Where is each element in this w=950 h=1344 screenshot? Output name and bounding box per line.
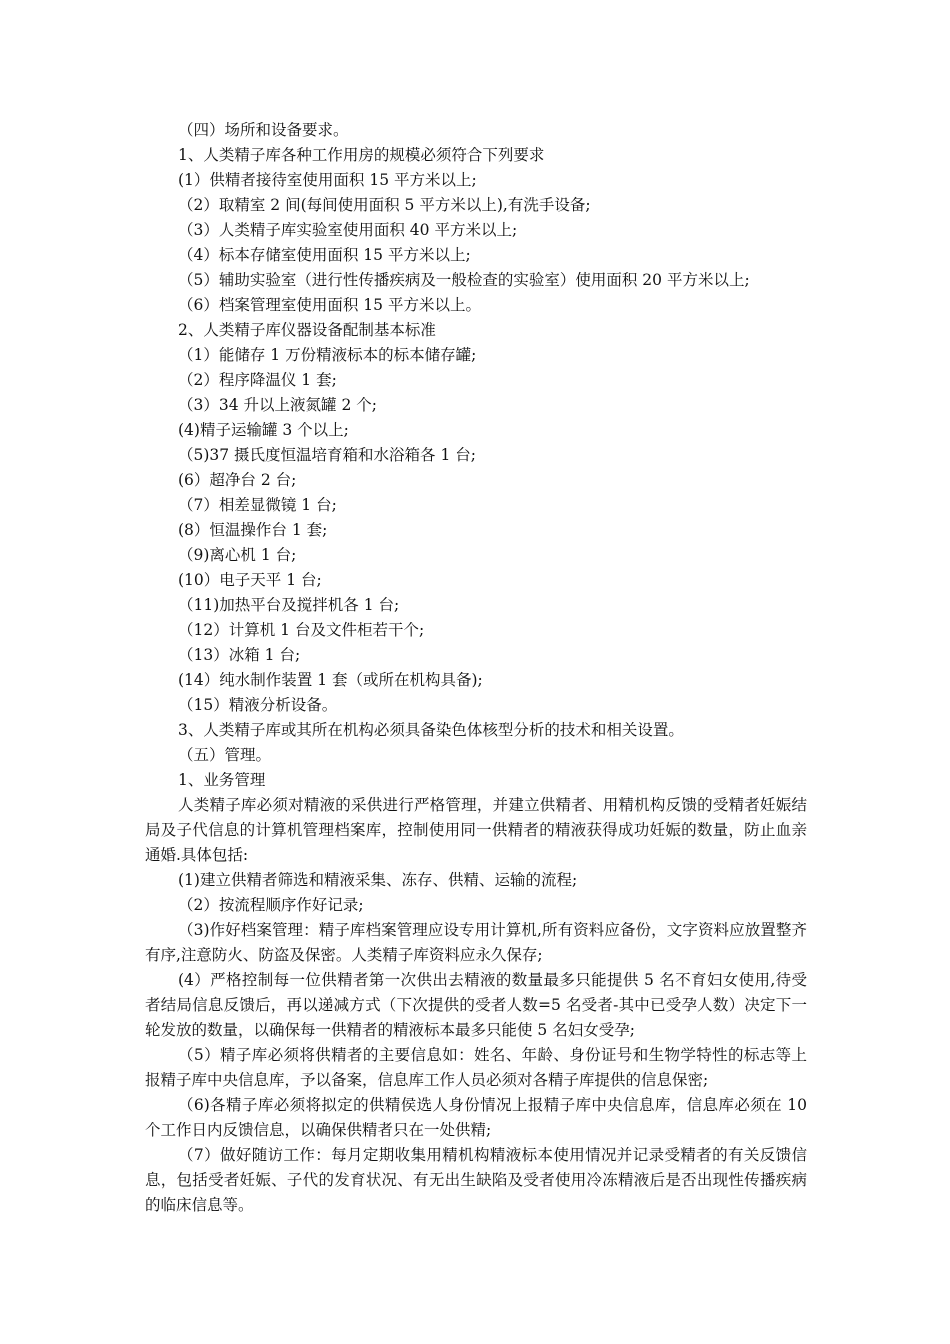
- text-line: 2、人类精子库仪器设备配制基本标准: [178, 321, 436, 339]
- paragraph: （7）做好随访工作：每月定期收集用精机构精液标本使用情况并记录受精者的有关反馈信息，包括受者妊娠、子代的发育状况、有无出生缺陷及受者使用冷冻精液后是否出现性传播疾病的临床信息等。: [145, 1146, 807, 1214]
- paragraph: （6)各精子库必须将拟定的供精侯选人身份情况上报精子库中央信息库，信息库必须在 10 个工作日内反馈信息，以确保供精者只在一处供精;: [145, 1096, 807, 1139]
- text-line: (4)精子运输罐 3 个以上;: [178, 421, 349, 439]
- text-line: （2）取精室 2 间(每间使用面积 5 平方米以上),有洗手设备;: [178, 196, 591, 214]
- text-line: （5）辅助实验室（进行性传播疾病及一般检查的实验室）使用面积 20 平方米以上;: [178, 271, 750, 289]
- paragraph: (1)建立供精者筛选和精液采集、冻存、供精、运输的流程;: [178, 871, 578, 889]
- text-line: 3、人类精子库或其所在机构必须具备染色体核型分析的技术和相关设置。: [178, 721, 684, 739]
- text-line: 1、人类精子库各种工作用房的规模必须符合下列要求: [178, 146, 545, 164]
- text-line: （4）标本存储室使用面积 15 平方米以上;: [178, 246, 471, 264]
- paragraph: (4）严格控制每一位供精者第一次供出去精液的数量最多只能提供 5 名不育妇女使用,待受者结局信息反馈后，再以递减方式（下次提供的受者人数=5 名受者-其中已受孕人数）决定下一轮发放的数量，以确保每一供精者的精液标本最多只能使 5 名妇女受孕;: [145, 971, 807, 1039]
- text-line: (14）纯水制作装置 1 套（或所在机构具备);: [178, 671, 483, 689]
- text-line: （1）能储存 1 万份精液标本的标本储存罐;: [178, 346, 477, 364]
- document-page: [145, 118, 807, 1218]
- text-line: (1）供精者接待室使用面积 15 平方米以上;: [178, 171, 477, 189]
- text-line: （12）计算机 1 台及文件柜若干个;: [178, 621, 425, 639]
- text-line: （五）管理。: [178, 746, 272, 764]
- text-line: （11)加热平台及搅拌机各 1 台;: [178, 596, 400, 614]
- text-line: （5)37 摄氏度恒温培育箱和水浴箱各 1 台;: [178, 446, 476, 464]
- text-line: （9)离心机 1 台;: [178, 546, 297, 564]
- paragraph: （3)作好档案管理：精子库档案管理应设专用计算机,所有资料应备份，文字资料应放置整齐有序,注意防火、防盗及保密。人类精子库资料应永久保存;: [145, 921, 807, 964]
- text-line: （四）场所和设备要求。: [178, 121, 349, 139]
- text-line: （3）人类精子库实验室使用面积 40 平方米以上;: [178, 221, 518, 239]
- text-line: （7）相差显微镜 1 台;: [178, 496, 337, 514]
- paragraph: （5）精子库必须将供精者的主要信息如：姓名、年龄、身份证号和生物学特性的标志等上报精子库中央信息库，予以备案，信息库工作人员必须对各精子库提供的信息保密;: [145, 1046, 807, 1089]
- text-line: （13）冰箱 1 台;: [178, 646, 301, 664]
- text-line: (6）超净台 2 台;: [178, 471, 297, 489]
- text-line: （3）34 升以上液氮罐 2 个;: [178, 396, 377, 414]
- paragraph: （2）按流程顺序作好记录;: [178, 896, 364, 914]
- text-line: （15）精液分析设备。: [178, 696, 338, 714]
- paragraph: 人类精子库必须对精液的采供进行严格管理，并建立供精者、用精机构反馈的受精者妊娠结局及子代信息的计算机管理档案库，控制使用同一供精者的精液获得成功妊娠的数量，防止血亲通婚.具体包括:: [145, 796, 807, 864]
- text-line: (8）恒温操作台 1 套;: [178, 521, 328, 539]
- text-line: 1、业务管理: [178, 771, 266, 789]
- text-line: （6）档案管理室使用面积 15 平方米以上。: [178, 296, 481, 314]
- text-line: （2）程序降温仪 1 套;: [178, 371, 337, 389]
- text-line: (10）电子天平 1 台;: [178, 571, 322, 589]
